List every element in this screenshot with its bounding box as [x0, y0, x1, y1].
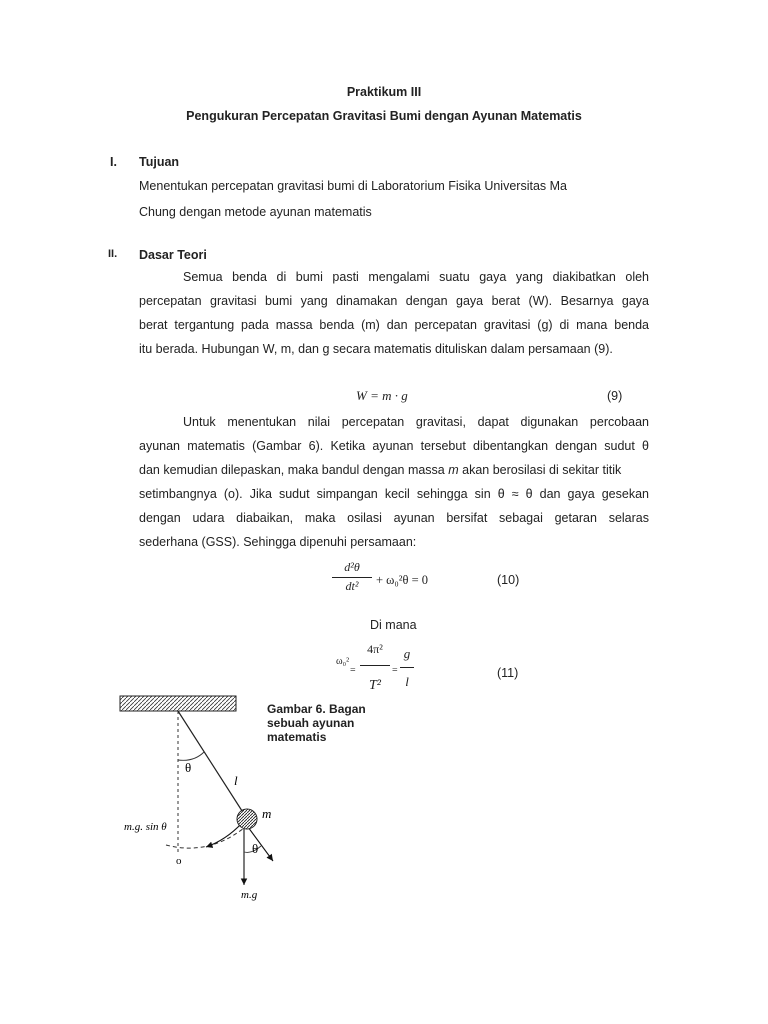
tangential-force-arrow	[206, 823, 242, 847]
equation-11-frac2-num: g	[403, 646, 411, 661]
equation-10-denominator: dt²	[345, 579, 359, 593]
page-title: Praktikum III	[346, 85, 422, 99]
equation-11-frac2-den: l	[405, 674, 409, 689]
equation-11-fraction-2	[400, 646, 414, 690]
equation-11-equals-2: =	[392, 665, 398, 676]
pendulum-bob	[237, 809, 257, 829]
label-theta-top: θ	[185, 760, 192, 775]
para2-line-5: dengan udara diabaikan, maka osilasi ayunan bersifat sebagai getaran selaras	[139, 511, 649, 525]
equation-11-lhs: ω₀²	[336, 656, 350, 667]
para2-line-3-pre: dan kemudian dilepaskan, maka bandul dengan massa	[139, 463, 449, 477]
pendulum-diagram	[118, 690, 288, 910]
section-2-number: II.	[108, 248, 118, 260]
para1-line-1: Semua benda di bumi pasti mengalami suatu gaya yang diakibatkan oleh	[183, 270, 649, 284]
section-1-line-1: Menentukan percepatan gravitasi bumi di Laboratorium Fisika Universitas Ma	[139, 179, 567, 193]
equation-11-fraction-1	[360, 642, 390, 694]
equation-10-fraction-bar	[332, 577, 372, 578]
para2-line-3-m: m	[448, 463, 459, 477]
equation-11-equals-1: =	[350, 665, 356, 676]
section-1-number: I.	[110, 155, 117, 169]
equation-10-numerator: d²θ	[344, 560, 360, 574]
equation-11-frac1-bar	[360, 665, 390, 666]
equation-11-number: (11)	[497, 666, 519, 680]
equation-10-number: (10)	[497, 573, 520, 587]
para2-line-3-post: akan berosilasi di sekitar titik	[458, 463, 622, 477]
equation-11-frac1-num: 4π²	[367, 642, 383, 656]
figure-caption: Gambar 6. Bagan sebuah ayunan matematis	[267, 702, 366, 744]
dimana-label: Di mana	[370, 618, 417, 632]
para2-line-1: Untuk menentukan nilai percepatan gravitasi, dapat digunakan percobaan	[183, 415, 649, 429]
page-subtitle: Pengukuran Percepatan Gravitasi Bumi dengan Ayunan Matematis	[186, 109, 582, 123]
equation-10-rest: + ω₀²θ = 0	[376, 573, 429, 587]
para2-line-3	[139, 463, 649, 477]
section-1-line-2: Chung dengan metode ayunan matematis	[139, 205, 372, 219]
section-2-heading: Dasar Teori	[139, 248, 207, 262]
para1-line-4: itu berada. Hubungan W, m, dan g secara matematis dituliskan dalam persamaan (9).	[139, 342, 613, 356]
equation-11-frac1-den: T²	[369, 678, 381, 693]
section-1-heading: Tujuan	[139, 155, 180, 169]
equation-9-number: (9)	[607, 389, 623, 403]
para2-line-4: setimbangnya (o). Jika sudut simpangan kecil sehingga sin θ ≈ θ dan gaya gesekan	[139, 487, 649, 501]
equation-9: W = m · g	[356, 388, 408, 403]
para1-line-2: percepatan gravitasi bumi yang dinamakan dengan gaya berat (W). Besarnya gaya	[139, 294, 649, 308]
para1-line-3: berat tergantung pada massa benda (m) dan percepatan gravitasi (g) di mana benda	[139, 318, 649, 332]
label-mass: m	[262, 806, 272, 821]
ceiling-support	[120, 696, 236, 711]
equation-10-fraction	[330, 560, 374, 594]
label-equilibrium: o	[176, 855, 182, 867]
equation-11-frac2-bar	[400, 667, 414, 668]
label-theta-bottom: θ	[252, 841, 259, 856]
label-tangential-force: m.g. sin θ	[124, 821, 167, 833]
para2-line-2: ayunan matematis (Gambar 6). Ketika ayunan tersebut dibentangkan dengan sudut θ	[139, 439, 649, 453]
label-weight: m.g	[241, 889, 258, 901]
para2-line-6: sederhana (GSS). Sehingga dipenuhi persamaan:	[139, 535, 417, 549]
label-length: l	[234, 773, 238, 788]
